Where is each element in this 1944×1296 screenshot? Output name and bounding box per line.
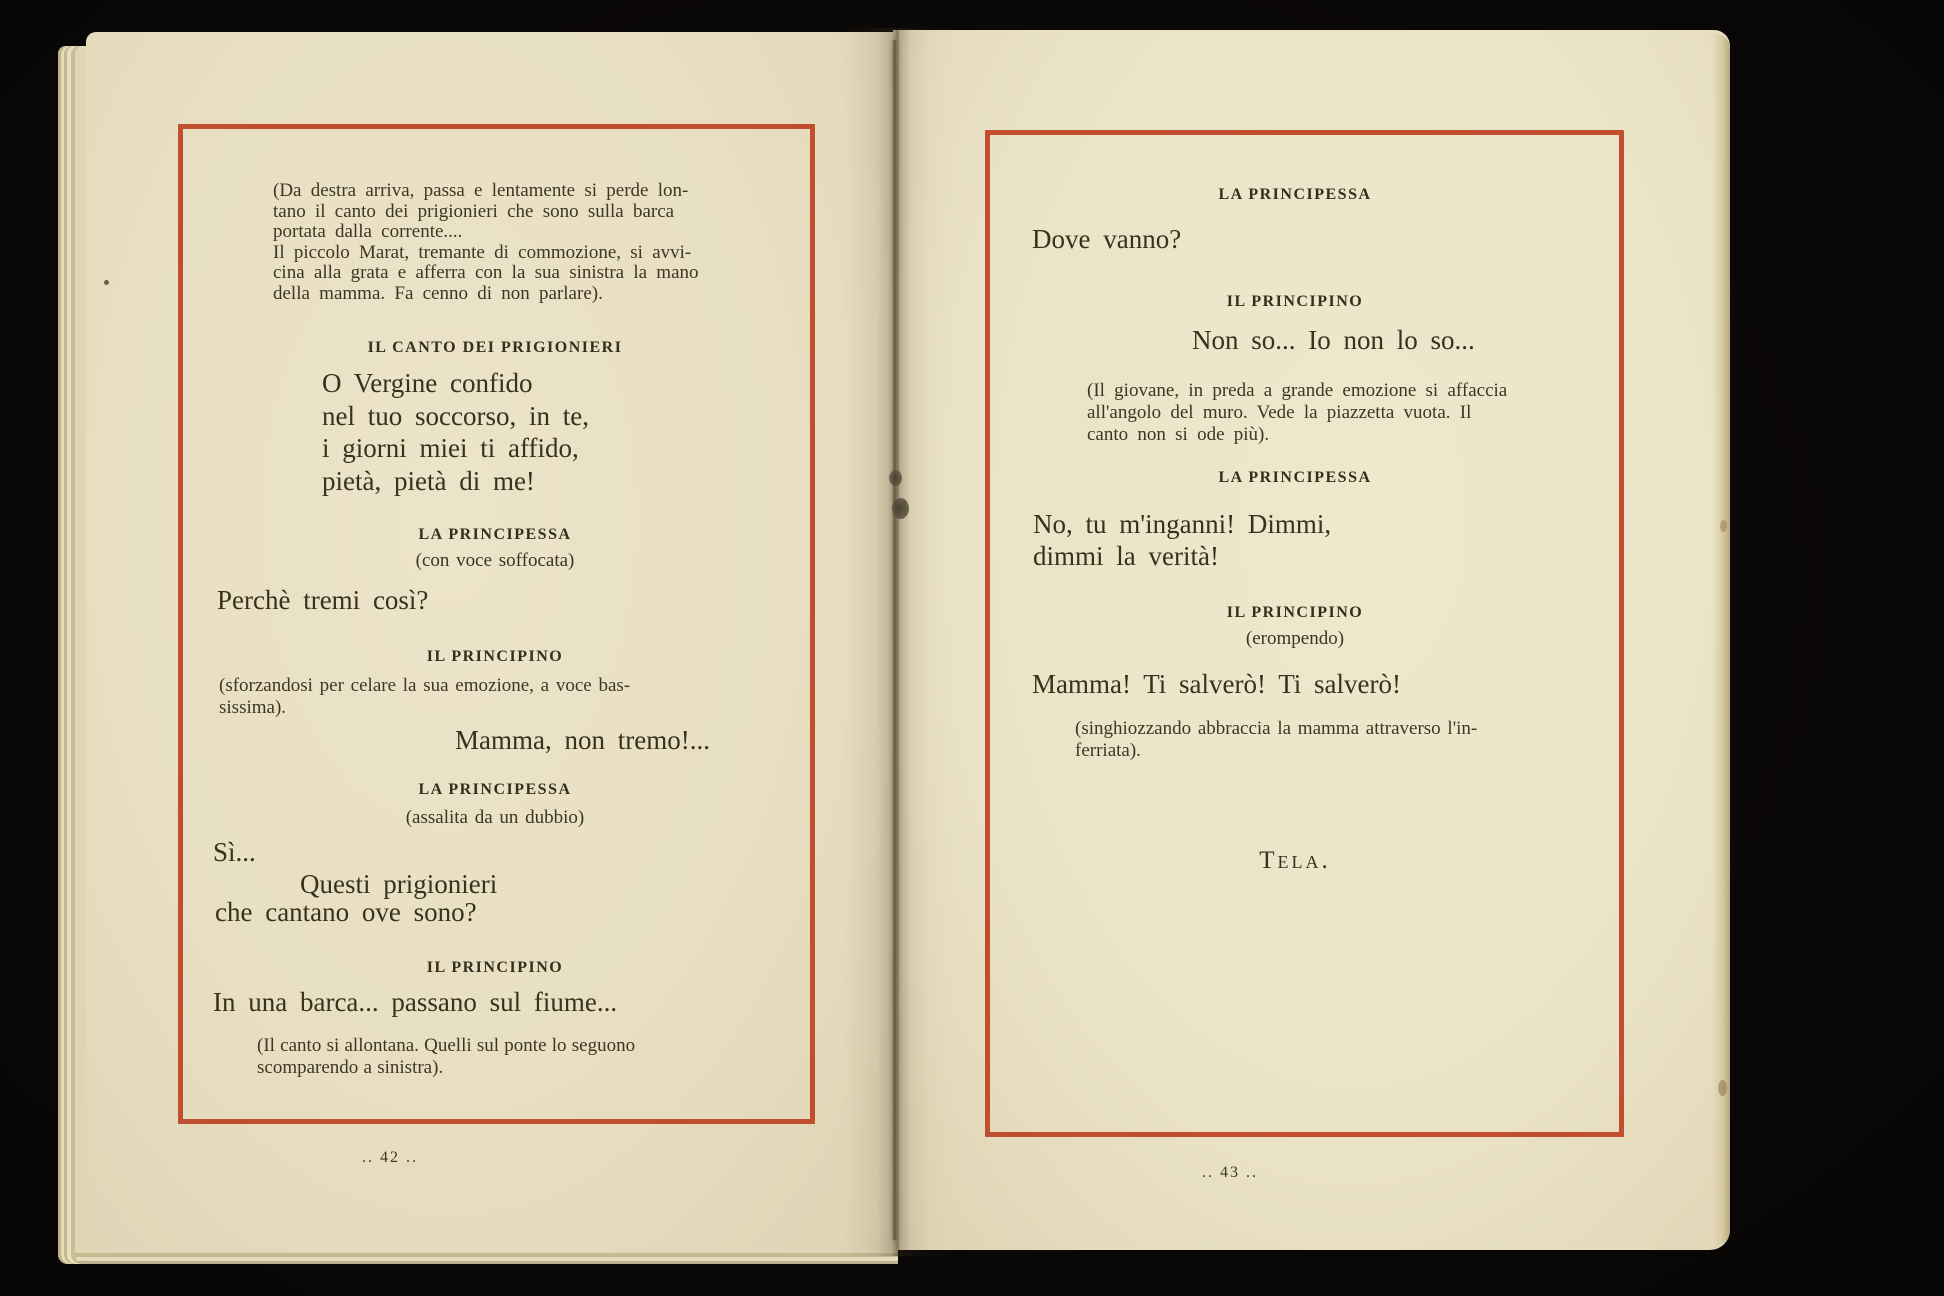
parenthetical-direction: (erompendo) <box>1245 628 1345 649</box>
stage-direction <box>257 1035 635 1079</box>
dialogue-line: che cantano ove sono? <box>215 897 477 927</box>
stage-direction <box>1087 380 1507 446</box>
verse-line: O Vergine confido <box>322 368 533 398</box>
stage-direction-line: all'angolo del muro. Vede la piazzetta vuota. Il <box>1087 402 1472 423</box>
stage-direction-line: Il piccolo Marat, tremante di commozione, si avvi- <box>273 241 692 263</box>
stage-direction <box>273 181 699 304</box>
stage-direction-line: della mamma. Fa cenno di non parlare). <box>273 282 603 304</box>
page-number-43: .. 43 .. <box>1202 1164 1258 1181</box>
foxing-spot <box>1720 520 1727 532</box>
dialogue-line: Questi prigionieri <box>300 869 498 899</box>
ink-blot <box>892 498 909 519</box>
stage-direction-line: (Da destra arriva, passa e lentamente si perde lon- <box>273 180 689 201</box>
prisoners-song-verse <box>322 367 589 497</box>
parenthetical-direction: (con voce soffocata) <box>415 550 575 571</box>
page-number-42: .. 42 .. <box>362 1149 418 1166</box>
binding-seam <box>893 40 896 1240</box>
stage-direction-line: ferriata). <box>1075 740 1141 761</box>
song-heading: IL CANTO DEI PRIGIONIERI <box>367 339 623 356</box>
speaker-heading: LA PRINCIPESSA <box>418 781 572 798</box>
dialogue-line: No, tu m'inganni! Dimmi, <box>1033 509 1332 539</box>
curtain-label: Tela. <box>1259 847 1331 874</box>
speaker-heading: LA PRINCIPESSA <box>1218 469 1372 486</box>
dialogue-line: Mamma, non tremo!... <box>455 725 710 755</box>
paper-speck <box>104 280 109 285</box>
stage-direction-line: (singhiozzando abbraccia la mamma attraverso l'in- <box>1075 718 1478 739</box>
speaker-heading: LA PRINCIPESSA <box>1218 186 1372 203</box>
stage-direction-line: sissima). <box>219 696 287 718</box>
stage-direction-line: (Il canto si allontana. Quelli sul ponte lo seguono <box>257 1035 636 1056</box>
dialogue-line: Sì... <box>213 837 256 867</box>
verse-line: i giorni miei ti affido, <box>322 433 579 463</box>
dialogue-line: dimmi la verità! <box>1033 541 1219 571</box>
stage-direction-line: (Il giovane, in preda a grande emozione si affaccia <box>1087 380 1508 401</box>
verse-line: pietà, pietà di me! <box>322 465 535 496</box>
ink-blot <box>889 470 902 486</box>
stage-direction-line: cina alla grata e afferra con la sua sinistra la mano <box>273 262 699 283</box>
stage-direction-line: scomparendo a sinistra). <box>257 1057 444 1078</box>
parenthetical-direction: (assalita da un dubbio) <box>405 807 585 828</box>
dialogue-line: Mamma! Ti salverò! Ti salverò! <box>1032 669 1402 699</box>
speaker-heading: IL PRINCIPINO <box>426 648 564 665</box>
stage-direction-line: canto non si ode più). <box>1087 424 1270 445</box>
foxing-spot <box>1718 1080 1727 1096</box>
verse-line: nel tuo soccorso, in te, <box>322 400 589 431</box>
speaker-heading: IL PRINCIPINO <box>1226 604 1364 621</box>
dialogue-line: Dove vanno? <box>1032 224 1182 254</box>
parenthetical-direction <box>219 675 630 718</box>
dialogue-line: Perchè tremi così? <box>217 585 429 615</box>
speaker-heading: IL PRINCIPINO <box>426 959 564 976</box>
stage-direction-line: portata dalla corrente.... <box>273 221 463 242</box>
speaker-heading: IL PRINCIPINO <box>1226 293 1364 310</box>
stage-direction-line: (sforzandosi per celare la sua emozione, a voce bas- <box>219 675 631 696</box>
fore-edge-right <box>1712 34 1730 1246</box>
dialogue-line: Non so... Io non lo so... <box>1192 325 1475 355</box>
speaker-heading: LA PRINCIPESSA <box>418 526 572 543</box>
stage-direction <box>1075 718 1477 762</box>
stage-direction-line: tano il canto dei prigionieri che sono sulla barca <box>273 200 675 222</box>
dialogue-line: In una barca... passano sul fiume... <box>213 987 618 1017</box>
